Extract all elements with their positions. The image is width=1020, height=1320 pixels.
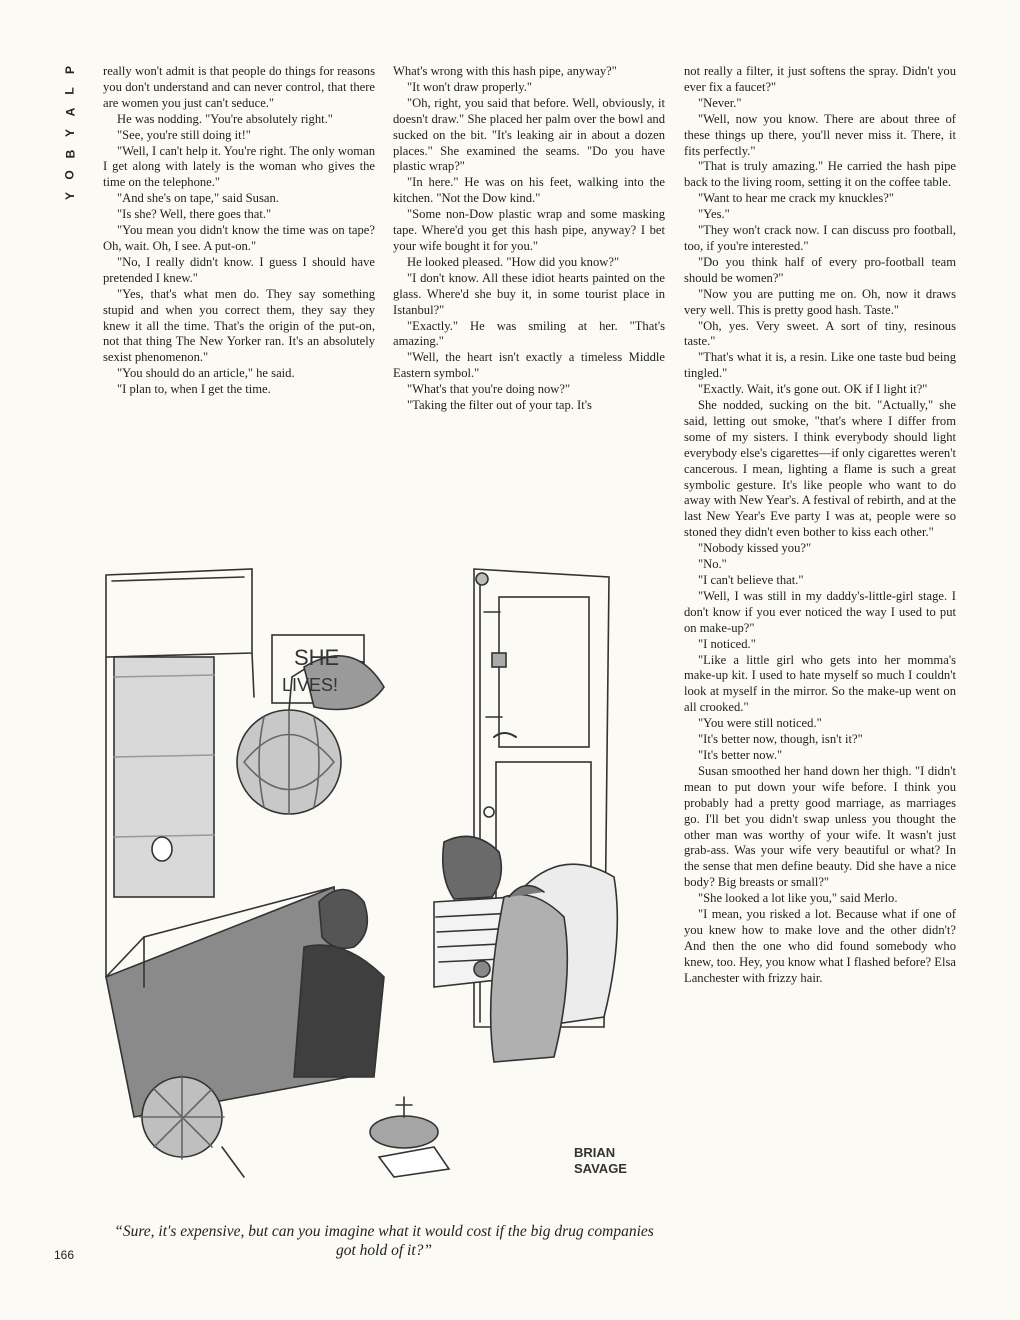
paragraph: "Do you think half of every pro-football team should be women?" (684, 254, 956, 285)
paragraph: "Never." (698, 95, 742, 110)
paragraph: "She looked a lot like you," said Merlo. (698, 891, 898, 906)
paragraph: "You mean you didn't know the time was on tape? Oh, wait. Oh, I see. A put-on." (103, 223, 375, 253)
artist-signature-1: BRIAN (574, 1145, 616, 1160)
paragraph: "Now you are putting me on. Oh, now it draws very well. This is pretty good hash. Taste." (684, 286, 956, 317)
paragraph: "Like a little girl who gets into her momma's make-up kit. I used to hate myself so much I couldn't look at myself in the mirror. So the make-up went on all crooked." (684, 652, 956, 715)
page-number: 166 (54, 1248, 75, 1262)
text-column-1 (103, 64, 375, 398)
artist-signature-2: SAVAGE (574, 1161, 627, 1176)
paragraph: "I plan to, when I get the time. (117, 382, 271, 397)
paragraph: "Oh, yes. Very sweet. A sort of tiny, resinous taste." (684, 318, 956, 349)
paragraph: "Oh, right, you said that before. Well, obviously, it doesn't draw." She placed her palm over the bowl and sucked on the bit. "It's leaking air in about a dozen places." She examined the seams. "Do you have plastic wrap?" (393, 95, 665, 174)
paragraph: "Some non-Dow plastic wrap and some masking tape. Where'd you get this hash pipe, anyway? I bet your wife bought it for you." (393, 207, 665, 253)
paragraph: not really a filter, it just softens the spray. Didn't you ever fix a faucet?" (684, 64, 956, 94)
paragraph: What's wrong with this hash pipe, anyway?" (393, 64, 617, 78)
paragraph: "And she's on tape," said Susan. (117, 191, 279, 206)
paragraph: "I mean, you risked a lot. Because what if one of you knew how to make love and the other didn't? And then the one who did found somebody who knew, too. Hey, you know what I flashed before? Elsa Lanchester with frizzy hair. (684, 907, 956, 985)
paragraph: Susan smoothed her hand down her thigh. "I didn't mean to put down your wife before. I think you probably had a pretty good marriage, as marriages go. I'll bet you didn't swap unless you thought the other man was worthy of your wife. It wasn't just grab-ass. Was your wife very beautiful or what? In the sense that men define beauty. Did she have a nice body? Big breasts or small?" (684, 763, 956, 890)
paragraph: "It's better now, though, isn't it?" (698, 732, 863, 747)
masthead-playboy (55, 64, 85, 202)
paragraph: He looked pleased. "How did you know?" (407, 254, 620, 269)
paragraph: She nodded, sucking on the bit. "Actually," she said, letting out smoke, "that's where I differ from some of my sisters. I think everybody should light everybody else's cigarettes—if only cigarettes weren't cancerous. I mean, lighting a flame is such a great symbolic gesture. It's like people who want to do away with New Year's. A festival of rebirth, and at the last New Year's Eve party I was at, people were so stoned they didn't even bother to kiss each other." (684, 398, 956, 540)
paragraph: "That is truly amazing." He carried the hash pipe back to the living room, setting it on the coffee table. (684, 159, 956, 190)
paragraph: "They won't crack now. I can discuss pro football, too, if you're interested." (684, 223, 956, 253)
paragraph: "What's that you're doing now?" (407, 382, 571, 397)
paragraph: "I can't believe that." (698, 573, 804, 587)
cartoon-illustration (104, 557, 664, 1197)
text-column-3 (684, 64, 956, 987)
paragraph: "Well, I was still in my daddy's-little-girl stage. I don't know if you ever noticed the way I used to put on make-up?" (684, 588, 956, 635)
paragraph: "It won't draw properly." (407, 79, 533, 94)
masthead-letter: Y (62, 128, 77, 138)
paragraph: "Yes, that's what men do. They say something stupid and when you correct them, they say they knew it all the time. That's the origin of the put-on, not that thing The New Yorker ran. It's an absolutely sexist phenomenon." (103, 286, 375, 365)
paragraph: "No, I really didn't know. I guess I should have pretended I knew." (103, 254, 375, 285)
paragraph: "Exactly." He was smiling at her. "That's amazing." (393, 318, 665, 349)
paragraph: "It's better now." (698, 747, 783, 762)
paragraph: "I noticed." (698, 636, 756, 651)
paragraph: really won't admit is that people do things for reasons you don't understand and can never control, that there are women you just can't seduce." (103, 64, 375, 110)
masthead-letter: B (62, 149, 77, 159)
paragraph: "You were still noticed." (698, 716, 822, 731)
paragraph: He was nodding. "You're absolutely right." (117, 111, 333, 126)
poster-text-1: SHE (294, 645, 340, 670)
paragraph: "I don't know. All these idiot hearts painted on the glass. Where'd she buy it, in some tourist place in Istanbul?" (393, 270, 665, 317)
paragraph: "Well, now you know. There are about three of these things up there, you'll never miss it. There, it fits perfectly." (684, 111, 956, 158)
paragraph: "In here." He was on his feet, walking into the kitchen. "Not the Dow kind." (393, 175, 665, 206)
paragraph: "Well, I can't help it. You're right. The only woman I get along with lately is the woman who gives the time on the telephone." (103, 143, 375, 190)
paragraph: "Yes." (698, 207, 730, 222)
paragraph: "See, you're still doing it!" (117, 127, 251, 142)
masthead-letter: L (63, 87, 77, 95)
poster-text-2: LIVES! (282, 675, 339, 695)
paragraph: "Exactly. Wait, it's gone out. OK if I light it?" (698, 382, 928, 397)
paragraph: "Want to hear me crack my knuckles?" (698, 191, 894, 206)
masthead-letter: A (62, 107, 77, 117)
text-column-2 (393, 64, 665, 414)
masthead-letter: Y (62, 191, 77, 201)
paragraph: "Well, the heart isn't exactly a timeless Middle Eastern symbol." (393, 350, 665, 381)
masthead-letter: O (63, 170, 77, 180)
cartoon-caption: “Sure, it's expensive, but can you imagine what it would cost if the big drug companies got hold of it?” (114, 1223, 654, 1259)
paragraph: "Is she? Well, there goes that." (117, 207, 272, 222)
paragraph: "You should do an article," he said. (117, 366, 295, 381)
paragraph: "No." (698, 557, 727, 572)
paragraph: "That's what it is, a resin. Like one taste bud being tingled." (684, 350, 956, 381)
paragraph: "Taking the filter out of your tap. It's (407, 398, 592, 413)
masthead-letter: P (62, 65, 77, 75)
paragraph: "Nobody kissed you?" (698, 541, 812, 556)
